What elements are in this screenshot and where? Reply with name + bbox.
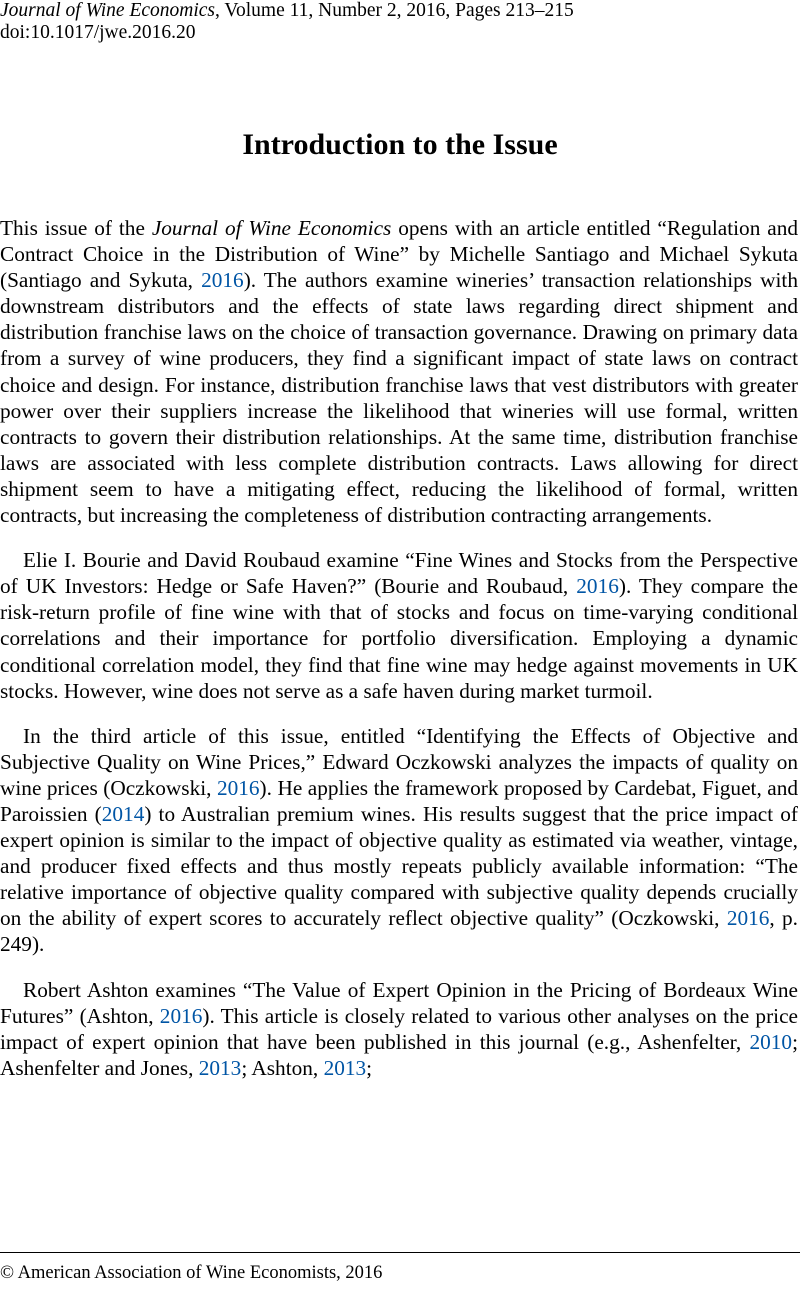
citation-link[interactable]: 2013	[198, 1055, 242, 1080]
citation-link[interactable]: 2016	[726, 906, 770, 931]
text-run: ). He applies the framework proposed by Cardebat, Figuet, and Paroissien (	[0, 775, 799, 826]
text-run: ). This article is closely related to various other analyses on the price impact of expert opinion that have been published in this journal (e.g., Ashenfelter,	[0, 1003, 798, 1054]
paragraph-2	[0, 547, 798, 704]
citation-link[interactable]: 2016	[201, 268, 244, 293]
text-run: ). They compare the risk-return profile of fine wine with that of stocks and focus on time-varying conditional correlations and their importance for portfolio diversification. Employing a dynamic conditional correlation model, they find that fine wine may hedge against movements in UK stocks. However, wine does not serve as a safe haven during market turmoil.	[0, 574, 799, 703]
text-run: Elie I. Bourie and David Roubaud examine “Fine Wines and Stocks from the Perspective of UK Investors: Hedge or Safe Haven?” (Bourie and Roubaud,	[0, 548, 798, 599]
running-header	[0, 0, 800, 44]
citation-link[interactable]: 2016	[216, 775, 260, 800]
doi: doi:10.1017/jwe.2016.20	[0, 22, 196, 43]
paragraph-1	[0, 215, 798, 528]
text-run: ;	[366, 1055, 373, 1080]
citation-link[interactable]: 2013	[323, 1055, 367, 1080]
copyright-footer: © American Association of Wine Economists, 2016	[0, 1263, 383, 1283]
citation-link[interactable]: 2014	[101, 801, 145, 826]
text-run: This issue of the	[0, 216, 152, 240]
text-run: ; Ashenfelter and Jones,	[0, 1029, 798, 1080]
text-run: , p. 249).	[0, 906, 799, 957]
text-run: ). The authors examine wineries’ transaction relationships with downstream distributors and the effects of state laws regarding direct shipment and distribution franchise laws on the choice of transaction governance. Drawing on primary data from a survey of wine producers, they find a significant impact of state laws on contract choice and design. For instance, distribution franchise laws that vest distributors with greater power over their suppliers increase the likelihood that wineries will use formal, written contracts to govern their distribution relationships. At the same time, distribution franchise laws are associated with less complete distribution contracts. Laws allowing for direct shipment seem to have a mitigating effect, reducing the likelihood of formal, written contracts, but increasing the completeness of distribution contracting arrangements.	[0, 268, 798, 528]
citation-link[interactable]: 2016	[576, 574, 619, 599]
text-run: ) to Australian premium wines. His results suggest that the price impact of expert opinion is similar to the impact of objective quality as estimated via weather, vintage, and producer fixed effects and thus mostly repeats publicly available information: “The relative importance of objective quality compared with subjective quality depends crucially on the ability of expert scores to accurately reflect objective quality” (Oczkowski,	[0, 801, 798, 931]
journal-name-italic: Journal of Wine Economics	[151, 216, 392, 240]
citation-link[interactable]: 2010	[749, 1029, 793, 1054]
volume-info: , Volume 11, Number 2, 2016, Pages 213–215	[215, 0, 574, 21]
text-run: ; Ashton,	[241, 1055, 324, 1080]
journal-name: Journal of Wine Economics	[0, 0, 216, 21]
journal-citation	[0, 0, 800, 22]
footer-divider	[0, 1252, 800, 1253]
paragraph-3	[0, 723, 798, 958]
citation-link[interactable]: 2016	[159, 1003, 203, 1028]
paragraph-4	[0, 977, 798, 1081]
article-title: Introduction to the Issue	[242, 128, 558, 161]
article-body	[0, 215, 798, 1100]
text-run: Robert Ashton examines “The Value of Expert Opinion in the Pricing of Bordeaux Wine Futures” (Ashton,	[0, 977, 798, 1028]
text-run: opens with an article entitled “Regulation and Contract Choice in the Distribution of Wine” by Michelle Santiago and Michael Sykuta (Santiago and Sykuta,	[0, 216, 798, 293]
text-run: In the third article of this issue, entitled “Identifying the Effects of Objective and Subjective Quality on Wine Prices,” Edward Oczkowski analyzes the impacts of quality on wine prices (Oczkowski,	[0, 723, 798, 800]
